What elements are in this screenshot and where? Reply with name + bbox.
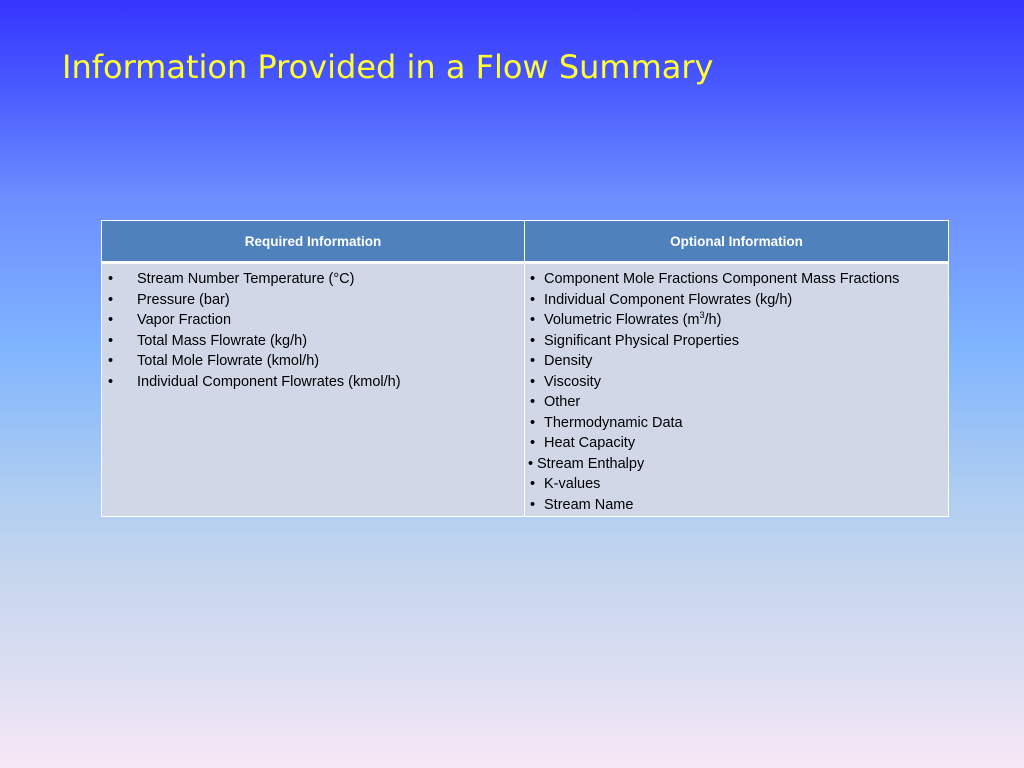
superscript-exponent: 3 — [699, 310, 705, 321]
optional-information-cell — [525, 263, 949, 517]
list-item — [525, 290, 948, 311]
bullet-icon: • — [530, 332, 536, 349]
list-item-text: Component Mole Fractions Component Mass Fractions — [544, 271, 900, 287]
slide-title: Information Provided in a Flow Summary — [62, 48, 714, 86]
list-item-text-post: /h) — [704, 312, 722, 328]
list-item-text: Density — [544, 353, 593, 369]
list-item — [525, 495, 948, 516]
list-item-text: Stream Enthalpy — [537, 455, 645, 472]
bullet-icon: • — [530, 394, 536, 410]
list-item — [525, 392, 948, 413]
list-item — [525, 433, 948, 454]
bullet-icon: • — [108, 332, 114, 349]
list-item-text: Individual Component Flowrates (kg/h) — [544, 291, 793, 308]
bullet-icon: • — [530, 291, 536, 308]
bullet-icon: • — [108, 271, 114, 287]
required-information-header: Required Information — [102, 221, 525, 263]
list-item — [525, 413, 948, 434]
bullet-icon: • — [108, 291, 114, 308]
list-item — [102, 331, 524, 352]
bullet-icon: • — [108, 312, 114, 328]
flow-summary-table — [101, 220, 949, 517]
bullet-icon: • — [530, 435, 536, 451]
list-item-text: Stream Number Temperature (°C) — [137, 271, 355, 287]
list-item-text: Heat Capacity — [544, 435, 636, 451]
bullet-icon: • — [530, 271, 536, 287]
list-item — [525, 331, 948, 352]
list-item — [102, 372, 524, 393]
list-item-text: K-values — [544, 476, 601, 492]
bullet-icon: • — [528, 455, 534, 472]
list-item — [102, 351, 524, 372]
optional-information-list — [525, 269, 948, 515]
list-item-text: Total Mole Flowrate (kmol/h) — [137, 353, 320, 369]
required-information-cell — [102, 263, 525, 517]
bullet-icon: • — [530, 496, 536, 513]
list-item — [525, 310, 948, 331]
bullet-icon: • — [530, 414, 536, 431]
list-item-text: Other — [544, 394, 581, 410]
list-item-text: Total Mass Flowrate (kg/h) — [137, 332, 308, 349]
list-item — [525, 269, 948, 290]
list-item-text: Pressure (bar) — [137, 291, 230, 308]
required-information-list — [102, 269, 524, 392]
list-item-text: Significant Physical Properties — [544, 332, 740, 349]
list-item-text: Stream Name — [544, 496, 634, 513]
table-body-row — [102, 263, 949, 517]
list-item-text: Vapor Fraction — [137, 312, 232, 328]
list-item — [102, 269, 524, 290]
list-item — [102, 290, 524, 311]
bullet-icon: • — [530, 373, 536, 390]
bullet-icon: • — [530, 312, 536, 328]
list-item — [525, 351, 948, 372]
list-item-text: Viscosity — [544, 373, 601, 390]
bullet-icon: • — [108, 373, 114, 390]
list-item-text-pre: Volumetric Flowrates (m — [544, 312, 700, 328]
list-item — [102, 310, 524, 331]
list-item — [525, 454, 948, 475]
list-item-text: Individual Component Flowrates (kmol/h) — [137, 373, 401, 390]
optional-information-header: Optional Information — [525, 221, 949, 263]
table-header-row — [102, 221, 949, 263]
list-item — [525, 474, 948, 495]
list-item-text: Thermodynamic Data — [544, 414, 683, 431]
list-item-text — [544, 310, 721, 331]
bullet-icon: • — [530, 476, 536, 492]
bullet-icon: • — [530, 353, 536, 369]
list-item — [525, 372, 948, 393]
bullet-icon: • — [108, 353, 114, 369]
